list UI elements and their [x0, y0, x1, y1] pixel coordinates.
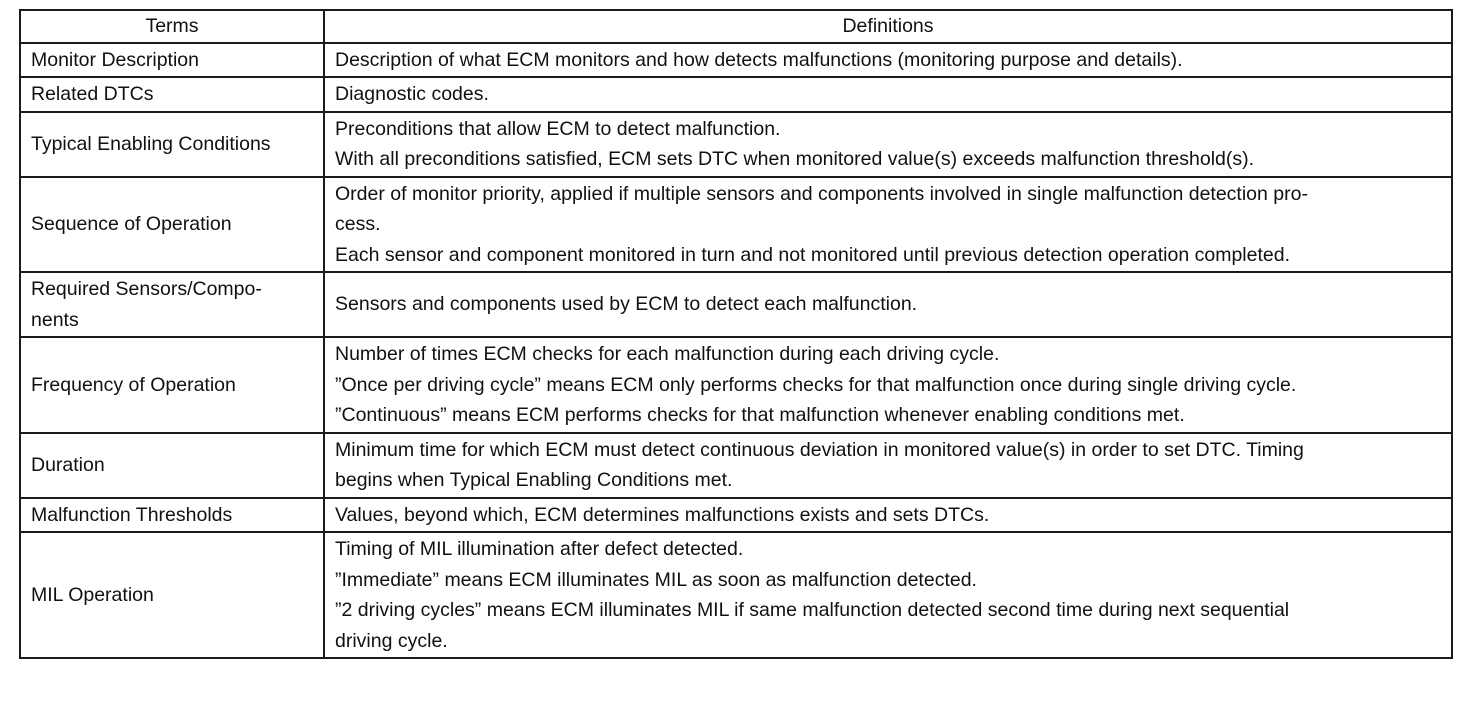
term-text: Typical Enabling Conditions — [31, 132, 271, 155]
definition-cell — [324, 337, 1452, 433]
term-cell — [20, 43, 324, 78]
table-row — [20, 532, 1452, 658]
table-row — [20, 77, 1452, 112]
terms-definitions-table-container — [19, 9, 1451, 659]
term-text: Malfunction Thresholds — [31, 503, 233, 526]
term-cell — [20, 112, 324, 177]
terms-definitions-table — [19, 9, 1453, 659]
term-text: Required Sensors/Compo- — [31, 278, 262, 300]
term-text: Frequency of Operation — [31, 373, 236, 396]
definition-text: Preconditions that allow ECM to detect malfunction. — [335, 117, 781, 140]
definition-text: begins when Typical Enabling Conditions met. — [335, 469, 733, 491]
definition-text: ”Once per driving cycle” means ECM only performs checks for that malfunction once during single driving cycle. — [335, 373, 1297, 396]
definition-text: Description of what ECM monitors and how detects malfunctions (monitoring purpose and details). — [335, 48, 1183, 71]
definition-text: Order of monitor priority, applied if multiple sensors and components involved in single malfunction detection pro- — [335, 182, 1308, 205]
definition-text: Sensors and components used by ECM to detect each malfunction. — [335, 293, 918, 316]
term-text: MIL Operation — [31, 583, 154, 606]
term-cell — [20, 433, 324, 498]
term-cell — [20, 532, 324, 658]
header-row — [20, 10, 1452, 43]
term-cell — [20, 498, 324, 533]
definition-text: Timing of MIL illumination after defect detected. — [335, 538, 744, 560]
definition-text: cess. — [335, 213, 381, 235]
table-row — [20, 112, 1452, 177]
definition-cell — [324, 498, 1452, 533]
definition-text: ”Immediate” means ECM illuminates MIL as soon as malfunction detected. — [335, 568, 977, 591]
definition-cell — [324, 433, 1452, 498]
term-text: Duration — [31, 453, 105, 476]
header-terms: Terms — [20, 10, 324, 43]
definition-text: driving cycle. — [335, 629, 448, 652]
definition-cell — [324, 77, 1452, 112]
term-cell — [20, 272, 324, 337]
term-cell — [20, 77, 324, 112]
table-row — [20, 433, 1452, 498]
definition-cell — [324, 272, 1452, 337]
definition-text: ”2 driving cycles” means ECM illuminates MIL if same malfunction detected second time during next sequential — [335, 599, 1290, 621]
definition-cell — [324, 112, 1452, 177]
table-row — [20, 498, 1452, 533]
table-row — [20, 177, 1452, 273]
definition-text: Minimum time for which ECM must detect continuous deviation in monitored value(s) in order to set DTC. Timing — [335, 438, 1304, 461]
term-text: Monitor Description — [31, 48, 199, 71]
header-definitions: Definitions — [324, 10, 1452, 43]
term-text: Related DTCs — [31, 83, 154, 105]
definition-text: Number of times ECM checks for each malfunction during each driving cycle. — [335, 343, 1000, 365]
definition-text: Values, beyond which, ECM determines malfunctions exists and sets DTCs. — [335, 503, 990, 526]
term-text: nents — [31, 308, 79, 331]
definition-cell — [324, 532, 1452, 658]
term-text: Sequence of Operation — [31, 213, 232, 235]
definition-cell — [324, 43, 1452, 78]
definition-text: Each sensor and component monitored in turn and not monitored until previous detection operation completed. — [335, 243, 1291, 266]
term-cell — [20, 177, 324, 273]
definition-text: With all preconditions satisfied, ECM sets DTC when monitored value(s) exceeds malfunction threshold(s). — [335, 148, 1255, 170]
definition-text: Diagnostic codes. — [335, 83, 489, 105]
term-cell — [20, 337, 324, 433]
table-row — [20, 43, 1452, 78]
table-row — [20, 272, 1452, 337]
definition-text: ”Continuous” means ECM performs checks for that malfunction whenever enabling conditions met. — [335, 404, 1185, 426]
table-row — [20, 337, 1452, 433]
definition-cell — [324, 177, 1452, 273]
